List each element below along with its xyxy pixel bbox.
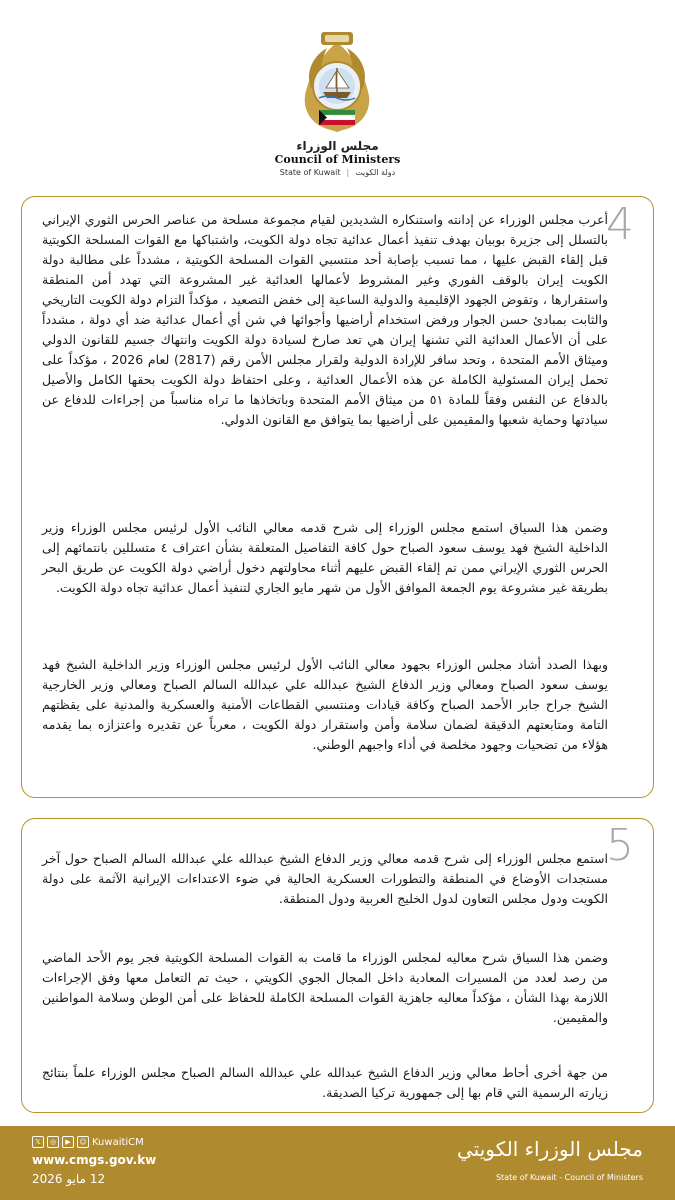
- section-4-paragraph-3: وبهذا الصدد أشاد مجلس الوزراء بجهود معالي النائب الأول لرئيس مجلس الوزراء وزير الداخلية الشيخ فهد يوسف سعود الصباح ومعالي وزير الدفاع الشيخ عبدالله علي عبدالله السالم الصباح ومعالي وزير الخارجية الشيخ جراح جابر الأحمد الصباح وكافة قيادات ومنتسبي القطاعات الأمنية والعسكرية والمدنية على يقظتهم التامة ومتابعتهم الدقيقة لضمان سلامة وأمن واستقرار دولة الكويت ، معرباً عن تقديره واعتزازه بما يقدمه هؤلاء من تضحيات وجهود مخلصة في أداء واجبهم الوطني.: [42, 657, 608, 752]
- section-number-5: 5: [606, 820, 634, 871]
- section-5-paragraph-2: وضمن هذا السياق شرح معاليه لمجلس الوزراء ما قامت به القوات المسلحة الكويتية فجر يوم الأحد الماضي من رصد لعدد من المسيرات المعادية داخل المجال الجوي الكويتي ، حيث تم التعامل معها وفق الإجراءات اللازمة بهذا الشأن ، مؤكداً معاليه جاهزية القوات المسلحة الكاملة للحفاظ على أمن الوطن وسلامة المواطنين والمقيمين.: [42, 950, 608, 1025]
- header-state-arabic: دولة الكويت: [355, 168, 396, 177]
- social-handle[interactable]: KuwaitiCM: [92, 1136, 144, 1148]
- header-title-arabic: مجلس الوزراء: [296, 139, 379, 153]
- kuwait-emblem-icon: [291, 28, 383, 140]
- section-4-paragraph-2: وضمن هذا السياق استمع مجلس الوزراء إلى شرح قدمه معالي النائب الأول لرئيس مجلس الوزراء وزير الداخلية الشيخ فهد يوسف سعود الصباح حول كافة التفاصيل المتعلقة بشأن اعتراف ٤ متسللين بانتمائهم إلى الحرس الثوري الإيراني ممن تم إلقاء القبض عليهم أثناء محاولتهم دخول أراضي دولة الكويت عن طريق البحر بطريقة غير مشروعة يوم الجمعة الموافق الأول من شهر مايو الجاري لتنفيذ أعمال عدائية تجاه دولة الكويت.: [42, 520, 609, 595]
- section-number-4: 4: [606, 199, 634, 250]
- footer-title-english: State of Kuwait - Council of Ministers: [495, 1173, 643, 1182]
- website-link[interactable]: www.cmgs.gov.kw: [32, 1153, 157, 1167]
- header-state-english: State of Kuwait: [279, 168, 341, 177]
- publication-date: 12 مايو 2026: [32, 1172, 106, 1186]
- header-subtitle: [0, 168, 675, 177]
- instagram-icon[interactable]: ◎: [47, 1136, 59, 1148]
- header-title-english: Council of Ministers: [274, 153, 401, 166]
- section-5-paragraph-3: من جهة أخرى أحاط معالي وزير الدفاع الشيخ عبدالله علي عبدالله السالم الصباح مجلس الوزراء علماً بنتائج زيارته الرسمية التي قام بها إلى جمهورية تركيا الصديقة.: [42, 1065, 608, 1100]
- social-links: [32, 1136, 144, 1148]
- x-icon[interactable]: 𝕏: [32, 1136, 44, 1148]
- snapchat-icon[interactable]: ☺: [77, 1136, 89, 1148]
- header-separator: |: [346, 168, 350, 177]
- youtube-icon[interactable]: ▶: [62, 1136, 74, 1148]
- page-header: [0, 0, 675, 195]
- section-5-paragraph-1: استمع مجلس الوزراء إلى شرح قدمه معالي وزير الدفاع الشيخ عبدالله علي عبدالله السالم الصباح حول آخر مستجدات الأوضاع في المنطقة والتطورات العسكرية الحالية في ضوء الاعتداءات الإيرانية الآثمة على دولة الكويت ودول مجلس التعاون لدول الخليج العربية ودول المنطقة.: [42, 851, 608, 906]
- page-footer: [0, 1126, 675, 1200]
- footer-title-arabic: مجلس الوزراء الكويتي: [456, 1137, 643, 1161]
- section-4-paragraph-1: أعرب مجلس الوزراء عن إدانته واستنكاره الشديدين لقيام مجموعة مسلحة من عناصر الحرس الثوري الإيراني بالتسلل إلى جزيرة بوبيان بهدف تنفيذ أعمال عدائية تجاه دولة الكويت، واشتباكها مع القوات المسلحة الكويتية قبل إلقاء القبض عليها ، مما تسبب بإصابة أحد منتسبي القوات المسلحة الكويتية ، مشدداً على مطالبة دولة الكويت إيران بالوقف الفوري وغير المشروط لأعمالها العدائية غير المشروعة التي تهدد أمن المنطقة واستقرارها ، وتقوض الجهود الإقليمية والدولية الساعية إلى خفض التصعيد ، مؤكداً التزام دولة الكويت التاريخي والثابت بمبادئ حسن الجوار ورفض استخدام أراضيها وأجوائها في شن أي أعمال عدائية ضد أي دولة ، مشدداً على أن الأعمال العدائية التي تشنها إيران هي تعد صارخ لسيادة دولة الكويت وانتهاك جسيم للقانون الدولي وميثاق الأمم المتحدة ، وتحد سافر للإرادة الدولية ولقرار مجلس الأمن رقم (2817) لعام 2026 ، مؤكداً على تحمل إيران المسئولية الكاملة عن هذه الأعمال العدائية ، وعلى احتفاظ دولة الكويت بحقها الكامل والأصيل بالدفاع عن النفس وفقاً للمادة ٥١ من ميثاق الأمم المتحدة وباتخاذها ما تراه مناسباً من إجراءات للدفاع عن سيادتها وحماية شعبها والمقيمين على أراضيها بما يتوافق مع القانون الدولي.: [42, 212, 608, 427]
